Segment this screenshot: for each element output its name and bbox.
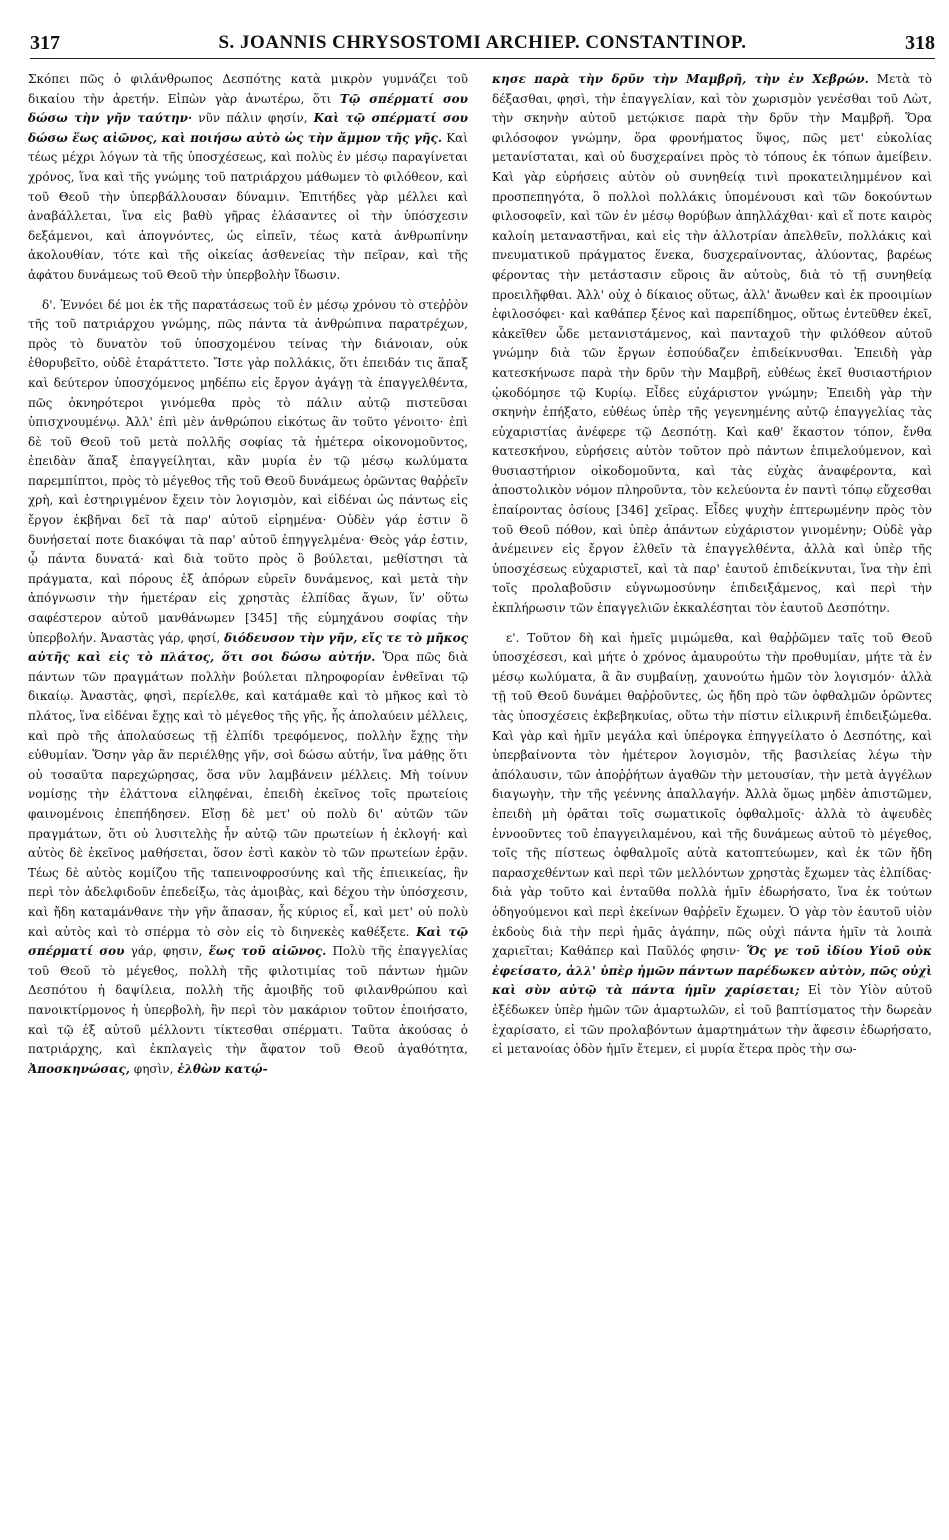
paragraph <box>28 70 468 286</box>
scripture-quote: Τῷ σπέρματί σου δώσω τὴν γῆν ταύτην· <box>28 91 468 126</box>
running-header <box>30 28 935 59</box>
right-column <box>492 70 932 1525</box>
left-column <box>28 70 468 1525</box>
scripture-quote: Ὅς γε τοῦ ἰδίου Υἱοῦ οὐκ ἐφείσατο, ἀλλ' ὑπὲρ ἡμῶν πάντων παρέδωκεν αὐτὸν, πῶς οὐχὶ καὶ σὺν αὐτῷ τὰ πάντα ἡμῖν χαρίσεται; <box>492 944 932 998</box>
text-run: φησὶν, <box>129 1061 178 1076</box>
scripture-quote: κησε παρὰ τὴν δρῦν τὴν Μαμβρῆ, τὴν ἐν Χεβρών. <box>492 72 869 86</box>
scripture-quote: Καὶ τῷ σπέρματί σου <box>28 924 468 959</box>
text-run: Μετὰ τὸ δέξασθαι, φησὶ, τὴν ἐπαγγελίαν, καὶ τὸν χωρισμὸν γενέσθαι τοῦ Λὼτ, τὴν σκηνὴν αὐτοῦ μετῴκισε παρὰ τὴν δρῦν τὴν Μαμβρῆ. Ὅρα φιλόσοφον γνώμην, ὅρα φρονήματος ὕψος, πῶς μετ' εὐκολίας μετανίσταται, καὶ οὐ δυσχεραίνει πρὸς τὸ τόπους ἐκ τόπων ἀμείβειν. Καὶ γὰρ εὑρήσεις αὐτὸν οὐ συνηθείᾳ τινὶ προκατειλημμένον καὶ προσπεπηγότα, ὃ πολλοὶ πολλάκις ὑπομένουσι καὶ τῶν δοκούντων φιλοσοφεῖν, καὶ τῶν ἐν μέσῳ θορύβων ἀπηλλάχθαι· καὶ εἴ ποτε καιρὸς καλοίη μεταναστῆναι, καὶ εἰς τὴν ἀλλοτρίαν ἀπελθεῖν, πολλάκις καὶ πνευματικοῦ πράγματος ἕνεκα, δυσχεραίνοντας, ἀλύοντας, βαρέως φέροντας τὴν μετάστασιν εὕροις ἂν αὐτοὺς, διὰ τὸ τῇ συνηθείᾳ προειλῆφθαι. Ἀλλ' οὐχ ὁ δίκαιος οὕτως, ἀλλ' ἄνωθεν καὶ ἐκ προοιμίων ἐφιλοσόφει· καὶ καθάπερ ξένος καὶ παρεπίδημος, οὕτως ἐντεῦθεν ἐκεῖ, κἀκεῖθεν ὧδε μετανιστάμενος, καὶ πανταχοῦ τὴν φιλόθεον αὐτοῦ γνώμην διὰ τῶν ἔργων ἐσπούδαζεν ἐπιδείκνυσθαι. Ἐπειδὴ γὰρ κατεσκήνωσε παρὰ τὴν δρῦν τὴν Μαμβρῆ, εὐθέως ἐκεῖ θυσιαστήριον ᾠκοδόμησε τῷ Κυρίῳ. Εἶδες εὐχάριστον γνώμην; Ἐπειδὴ γὰρ τὴν σκηνὴν ἐπήξατο, εὐθέως ὑπὲρ τῆς γεγενημένης αὐτῷ ἐπαγγελίας τὰς εὐχαριστίας ἀνέφερε τῷ Δεσπότῃ. Καὶ καθ' ἕκαστον τόπον, ἔνθα κατεσκήνου, εὑρήσεις αὐτὸν τοῦτον πρὸ πάντων ἐπιμελούμενον, καὶ θυσιαστήριον οἰκοδομοῦντα, καὶ τὰς εὐχὰς ἀναφέροντα, καὶ ἀποστολικὸν νόμον πληροῦντα, τὸν κελεύοντα ἐν παντὶ τόπῳ εὔχεσθαι ἐπαίροντας ὁσίους [346] χεῖρας. Εἶδες ψυχὴν ἐπτερωμένην πρὸς τὸν τοῦ Θεοῦ πόθον, καὶ ὑπὲρ ἁπάντων εὐχάριστον γινομένην; Οὐδὲ γὰρ ἀνέμεινεν εἰς ἔργον ἐλθεῖν τὰ ἐπαγγελθέντα, ἀλλὰ καὶ ὑπὲρ τῆς ὑποσχέσεως εὐχαριστεῖ, καὶ τὰ παρ' ἑαυτοῦ ἐπιδείκνυται, ἵνα τὴν ἐπὶ τοῖς προλαβοῦσιν εὐγνωμοσύνην ἐπιδειξάμενος, καὶ περὶ τὴν ἐκπλήρωσιν τῶν ἐπαγγελιῶν ἐκκαλέσηται τὸν ἑαυτοῦ Δεσπότην. <box>492 72 932 616</box>
scripture-quote: Καὶ τῷ σπέρματί σου δώσω ἕως αἰῶνος, καὶ ποιήσω αὐτὸ ὡς τὴν ἄμμον τῆς γῆς. <box>28 111 468 145</box>
scripture-quote: ἕως τοῦ αἰῶνος. <box>208 944 327 959</box>
text-run: Ὅρα πῶς διὰ πάντων τῶν πραγμάτων πολλὴν βούλεται πληροφορίαν ἐνθεῖναι τῷ δικαίῳ. Ἀναστὰς, φησὶ, περίελθε, καὶ κατάμαθε καὶ τὸ μῆκος καὶ τὸ πλάτος, ἵνα εἰδέναι ἔχῃς καὶ τὸ μέγεθος τῆς γῆς, ἧς ἀπολαύειν μέλλεις, καὶ πρὸ τῆς ἀπολαύσεως τῇ ἐλπίδι τρεφόμενος, πολλὴν ἔχῃς τὴν εὐθυμίαν. Ὅσην γὰρ ἂν περιέλθῃς γῆν, σοὶ δώσω αὐτήν, ἵνα μάθῃς ὅτι οὐ τοσαῦτα παρεχώρησας, ὅσα νῦν λαμβάνειν μέλλεις. Μὴ τοίνυν νομίσῃς τὴν ἐλάττονα εἰληφέναι, ἐπειδὴ ἐκεῖνος τοῖς πρωτείοις φαινομένοις ἐπεπήδησεν. Εἴσῃ δὲ μετ' οὐ πολὺ δι' αὐτῶν τῶν πραγμάτων, ὅτι οὐ λυσιτελὴς ἦν αὐτῷ τῶν πρωτείων ἡ ἐκλογή· καὶ αὐτὸς δὲ ἐκεῖνος μαθήσεται, ὅσον ἐστὶ κακὸν τὸ τῶν πρωτείων ἐρᾷν. Τέως δὲ αὐτὸς κομίζου τῆς ταπεινοφροσύνης καὶ τῆς ἐπιεικείας, ἣν περὶ τὸν ἀδελφιδοῦν ἐπεδείξω, τὰς ἀμοιβὰς, καὶ δέχου τὴν ὑπόσχεσιν, καὶ ἤδη καταμάνθανε τὴν γῆν ἅπασαν, ἧς κύριος εἶ, καὶ μετ' οὐ πολὺ καὶ αὐτὸς καὶ τὸ σπέρμα τὸ σὸν εἰς τὸ διηνεκὲς καθέξετε. <box>28 650 468 939</box>
text-run: γάρ, φησιν, <box>124 944 209 959</box>
text-run: Εἰ τὸν Υἱὸν αὐτοῦ ἐξέδωκεν ὑπὲρ ἡμῶν τῶν ἁμαρτωλῶν, εἰ τοῦ βαπτίσματος τὴν δωρεὰν ἐχαρίσατο, εἰ τῶν προλαβόντων ἁμαρτημάτων τὴν ἄφεσιν ἐδωρήσατο, εἰ μετανοίας ὁδὸν ἡμῖν ἔτεμεν, εἰ μυρία ἕτερα πρὸς τὴν σω- <box>492 983 932 1057</box>
text-run: νῦν πάλιν φησίν, <box>192 111 314 126</box>
paragraph <box>492 629 932 1060</box>
paragraph <box>492 70 932 619</box>
page-number-right: 318 <box>905 32 935 54</box>
text-run: ε'. Τοῦτον δὴ καὶ ἡμεῖς μιμώμεθα, καὶ θαῤῥῶμεν ταῖς τοῦ Θεοῦ ὑποσχέσεσι, καὶ μήτε ὁ χρόνος ἀμαυρούτω τὴν προθυμίαν, μήτε τὰ ἐν μέσῳ κωλύματα, ἃ ἂν συμβαίνῃ, χαυνούτω ἡμῶν τὸν λογισμόν· ἀλλὰ τῇ τοῦ Θεοῦ δυνάμει θαῤῥοῦντες, ὡς ἤδη πρὸ τῶν ὀφθαλμῶν ὁρῶντες τὰς ὑποσχέσεις ἐκβεβηκυίας, οὕτω τὴν πίστιν εἰλικρινῆ ἐπιδειξώμεθα. Καὶ γὰρ καὶ ἡμῖν μεγάλα καὶ ὑπέρογκα ἐπηγγείλατο ὁ Δεσπότης, καὶ ὑπερβαίνοντα τὸν ἡμέτερον λογισμὸν, τῆς βασιλείας λέγω τὴν ἀπόλαυσιν, τῶν ἀποῤῥήτων ἀγαθῶν τὴν μετουσίαν, τὴν μετὰ ἀγγέλων διαγωγὴν, τὴν τῆς γεέννης ἀπαλλαγήν. Ἀλλὰ ὅμως μηδὲν ἀπιστῶμεν, ἐπειδὴ μὴ ὁρᾶται τοῖς σωματικοῖς ὀφθαλμοῖς· ἀλλὰ τὸ ἀψευδὲς ἐννοοῦντες τοῦ ἐπαγγειλαμένου, καὶ τῆς δυνάμεως αὐτοῦ τὸ μέγεθος, τοῖς τῆς πίστεως ὀφθαλμοῖς αὐτὰ κατοπτεύωμεν, καὶ ἐκ τῶν ἤδη παρασχεθέντων καὶ περὶ τῶν μελλόντων χρηστὰς ἔχωμεν τὰς ἐλπίδας· διὰ γὰρ τοῦτο καὶ ἐνταῦθα πολλὰ ἡμῖν ἐδωρήσατο, ἵνα ἐκ τούτων ὁδηγούμενοι καὶ περὶ ἐκείνων θαῤῥεῖν ἔχωμεν. Ὁ γὰρ τὸν ἑαυτοῦ υἱὸν ἐκδοὺς διὰ τὴν περὶ ἡμᾶς ἀγάπην, πῶς οὐχὶ πάντα ἡμῖν τὰ λοιπὰ χαριεῖται; Καθάπερ καὶ Παῦλός φησιν· <box>492 630 932 959</box>
scripture-quote: διόδευσον τὴν γῆν, εἴς τε τὸ μῆκος αὐτῆς καὶ εἰς τὸ πλάτος, ὅτι σοι δώσω αὐτήν. <box>28 630 468 665</box>
text-run: Σκόπει πῶς ὁ φιλάνθρωπος Δεσπότης κατὰ μικρὸν γυμνάζει τοῦ δικαίου τὴν ἀρετήν. Εἰπὼν γὰρ ἀνωτέρω, ὅτι <box>28 72 468 106</box>
text-run: Πολὺ τῆς ἐπαγγελίας τοῦ Θεοῦ τὸ μέγεθος, πολλὴ τῆς φιλοτιμίας τοῦ πάντων ἡμῶν Δεσπότου ἡ δαψίλεια, πολλὴ τῆς ἀμοιβῆς τοῦ φιλανθρώπου καὶ πανοικτίρμονος ἡ ὑπερβολὴ, ἣν περὶ τὸν μακάριον τοῦτον ἐποιήσατο, καὶ τῷ ἐξ αὐτοῦ μέλλοντι τίκτεσθαι σπέρματι. Ταῦτα ἀκούσας ὁ πατριάρχης, καὶ ἐκπλαγεὶς τὴν ἄφατον τοῦ Θεοῦ ἀγαθότητα, <box>28 944 468 1057</box>
text-run: δ'. Ἐννόει δέ μοι ἐκ τῆς παρατάσεως τοῦ ἐν μέσῳ χρόνου τὸ στεῤῥὸν τῆς τοῦ πατριάρχου γνώμης, πῶς πάντα τὰ ἀνθρώπινα παρατρέχων, πρὸς τὸ δυνατὸν τοῦ ὑποσχομένου τείνας τὴν διάνοιαν, οὐκ ἐθορυβεῖτο, οὐδὲ ἐταράττετο. Ἴστε γὰρ πολλάκις, ὅτι ἐπειδάν τις ἅπαξ καὶ δεύτερον ὑποσχόμενος μηδέπω εἰς ἔργον ἀγάγῃ τὰ ἐπαγγελθέντα, πῶς ὀκνηρότεροι γινόμεθα πρὸς τὸ πάλιν αὐτῷ πιστεῦσαι ὑπισχνουμένῳ. Ἀλλ' ἐπὶ μὲν ἀνθρώπου εἰκότως ἂν τοῦτο γένοιτο· ἐπὶ δὲ τοῦ Θεοῦ τοῦ μετὰ πολλῆς σοφίας τὰ ἡμέτερα οἰκονομοῦντος, ἐπειδὰν ἅπαξ ἐπαγγείληται, κἂν μυρία ἐν τῷ μέσῳ κωλύματα παρεμπίπτοι, πρὸς τὸ μέγεθος τῆς τοῦ Θεοῦ δυνάμεως ὁρῶντας θαῤῥεῖν χρὴ, καὶ ἐστηριγμένον ἔχειν τὸν λογισμὸν, καὶ εἰδέναι ὡς πάντως εἰς ἔργον ἐκβῆναι δεῖ τὰ παρ' αὐτοῦ εἰρημένα· Οὐδὲν γάρ ἐστιν ὃ δυνήσεταί ποτε διακόψαι τὰ παρ' αὐτοῦ ἐπηγγελμένα· Θεὸς γάρ ἐστιν, ᾧ πάντα δυνατά· καὶ διὰ τοῦτο πρὸς ὃ βούλεται, μεθίστησι τὰ πράγματα, καὶ πόρους ἐξ ἀπόρων εὑρεῖν δυνάμενος, καὶ μετὰ τὴν ἀπόγνωσιν τὴν ἡμετέραν εἰς χρηστὰς ἐλπίδας ἄγων, ἵν' οὕτω σαφέστερον αὐτοῦ μανθάνωμεν [345] τῆς εὐμηχάνου σοφίας τὴν ὑπερβολήν. Ἀναστὰς γάρ, φησί, <box>28 297 468 645</box>
scripture-quote: ἐλθὼν κατῴ- <box>177 1061 268 1076</box>
running-title: S. JOANNIS CHRYSOSTOMI ARCHIEP. CONSTANTINOP. <box>218 32 747 53</box>
page-number-left: 317 <box>30 32 60 54</box>
text-run: Καὶ τέως μέχρι λόγων τὰ τῆς ὑποσχέσεως, καὶ πολὺς ἐν μέσῳ παραγίνεται χρόνος, ἵνα καὶ τῆς γνώμης τοῦ πατριάρχου μάθωμεν τὸ φιλόθεον, καὶ τοῦ Θεοῦ τὴν ὑπερβάλλουσαν δύναμιν. Ἐπιτήδες γὰρ μέλλει καὶ ἀναβάλλεται, ἵνα εἰς βαθὺ γῆρας ἐλάσαντες οἱ τὴν ὑπόσχεσιν δεξάμενοι, καὶ ἀπογνόντες, ὡς εἰπεῖν, τέως κατὰ ἀνθρωπίνην ἀκολουθίαν, τότε καὶ τῆς οἰκείας ἀσθενείας τὴν πεῖραν, καὶ τῆς ἀφάτου δυνάμεως τοῦ Θεοῦ τὴν ὑπερβολὴν ἴδωσιν. <box>28 130 468 282</box>
scripture-quote: Ἀποσκηνώσας, <box>28 1061 130 1076</box>
paragraph <box>28 296 468 1080</box>
